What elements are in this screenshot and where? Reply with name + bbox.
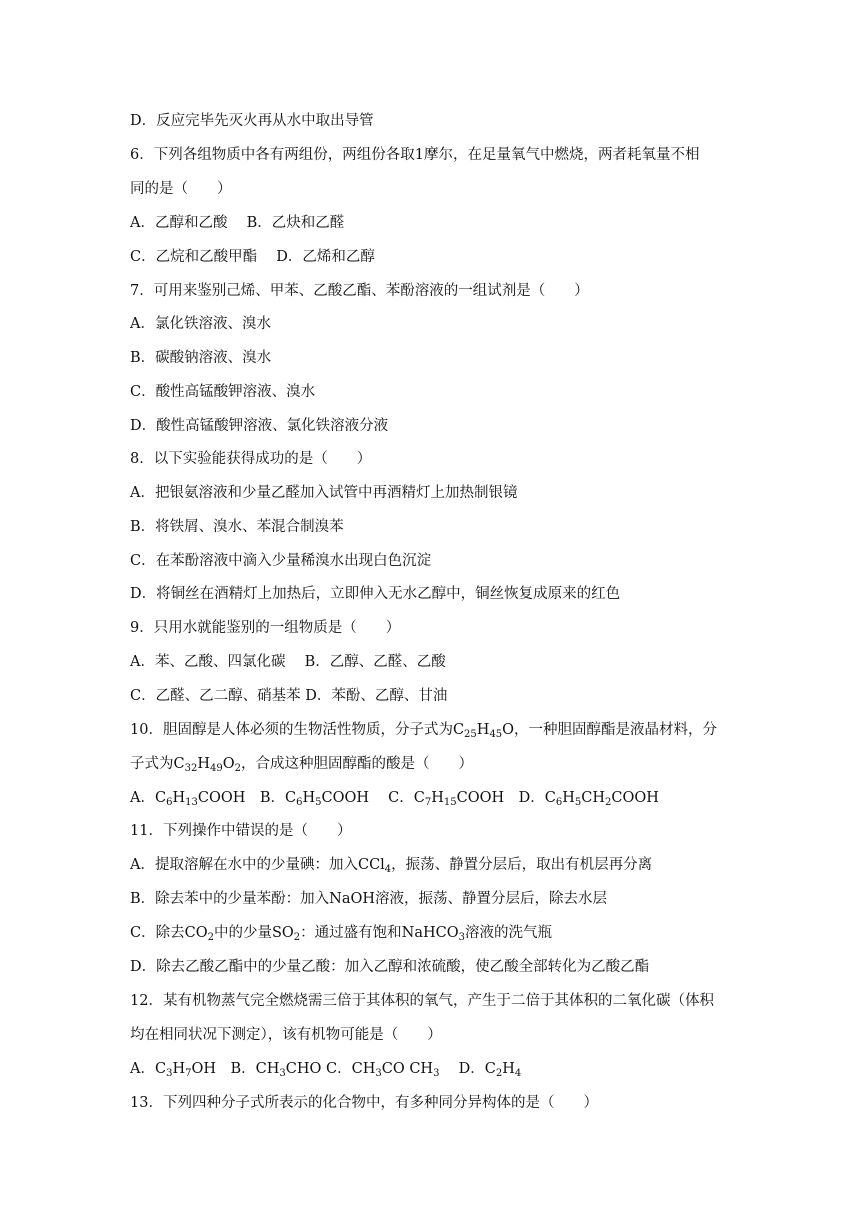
option-line: A．$C_3H_7OH$ B．$CH_3CHO$ C．$CH_3CO$ $CH_3$ D．$C_2H_4$ — [130, 1061, 522, 1079]
question-8: 8．以下实验能获得成功的是（ ） — [130, 451, 372, 467]
question-12: 12．某有机物蒸气完全燃烧需三倍于其体积的氧气，产生于二倍于其体积的二氧化碳（体积 — [130, 993, 714, 1009]
option-line: C．在苯酚溶液中滴入少量稀溴水出现白色沉淀 — [130, 553, 432, 569]
option-line: A．氯化铁溶液、溴水 — [130, 316, 271, 332]
option-line: D．酸性高锰酸钾溶液、氯化铁溶液分液 — [130, 418, 389, 434]
option-line: B．碳酸钠溶液、溴水 — [130, 350, 272, 366]
option-line: D．除去乙酸乙酯中的少量乙酸：加入乙醇和浓硫酸，使乙酸全部转化为乙酸乙酯 — [130, 959, 650, 975]
option-line: C．除去$CO_2$中的少量$SO_2$：通过盛有饱和NaHCO$_3$溶液的洗气瓶 — [130, 925, 552, 943]
text-line: 同的是（ ） — [130, 181, 232, 197]
option-line: C．乙烷和乙酸甲酯 D．乙烯和乙醇 — [130, 249, 375, 265]
option-line: D．将铜丝在酒精灯上加热后，立即伸入无水乙醇中，铜丝恢复成原来的红色 — [130, 586, 621, 602]
option-line: A．苯、乙酸、四氯化碳 B．乙醇、乙醛、乙酸 — [130, 654, 446, 670]
question-7: 7．可用来鉴别己烯、甲苯、乙酸乙酯、苯酚溶液的一组试剂是（ ） — [130, 283, 589, 299]
option-line: B．将铁屑、溴水、苯混合制溴苯 — [130, 519, 344, 535]
text-line: 均在相同状况下测定），该有机物可能是（ ） — [130, 1027, 442, 1043]
question-9: 9．只用水就能鉴别的一组物质是（ ） — [130, 620, 401, 636]
option-line: C．酸性高锰酸钾溶液、溴水 — [130, 384, 316, 400]
text-line: 子式为$C_{32}H_{49}O_2$，合成这种胆固醇酯的酸是（ ） — [130, 756, 473, 774]
option-line: A．把银氨溶液和少量乙醛加入试管中再酒精灯上加热制银镜 — [130, 485, 518, 501]
option-line: A．乙醇和乙酸 B．乙炔和乙醛 — [130, 215, 345, 231]
question-11: 11．下列操作中错误的是（ ） — [130, 823, 352, 839]
question-6: 6．下列各组物质中各有两组份，两组份各取1摩尔，在足量氧气中燃烧，两者耗氧量不相 — [130, 147, 700, 163]
question-10: 10．胆固醇是人体必须的生物活性物质，分子式为$C_{25}H_{45}O$，一种胆固醇酯是液晶材料，分 — [130, 722, 718, 740]
text-line: D．反应完毕先灭火再从水中取出导管 — [130, 113, 374, 129]
question-13: 13．下列四种分子式所表示的化合物中，有多种同分异构体的是（ ） — [130, 1095, 598, 1111]
option-line: A．提取溶解在水中的少量碘：加入CCl$_4$，振荡、静置分层后，取出有机层再分离 — [130, 857, 653, 875]
option-line: A．$C_6H_{13}COOH$ B．$C_6H_5COOH$ C．$C_7H_{15}COOH$ D．$C_6H_5CH_2COOH$ — [130, 790, 659, 808]
option-line: B．除去苯中的少量苯酚：加入NaOH溶液，振荡、静置分层后，除去水层 — [130, 891, 608, 907]
option-line: C．乙醛、乙二醇、硝基苯 D．苯酚、乙醇、甘油 — [130, 688, 448, 704]
